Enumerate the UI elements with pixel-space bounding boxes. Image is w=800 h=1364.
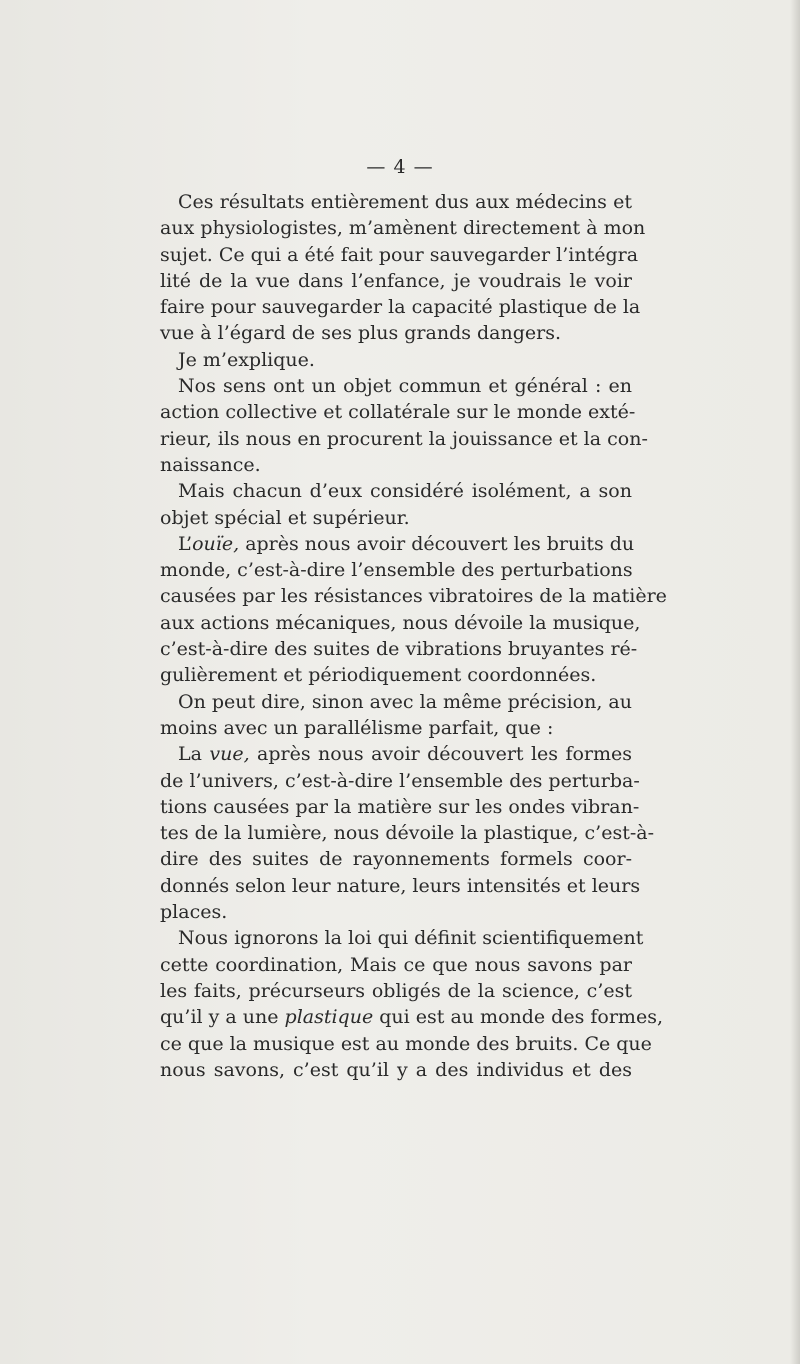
text-line [160,662,632,688]
italic-term: plastique [284,1006,374,1029]
text-fragment: sujet. Ce qui a été fait pour sauvegarder l’intégra [160,243,639,266]
text-line [160,268,632,294]
text-line [160,452,632,478]
text-line [160,636,638,662]
text-fragment: objet spécial et supérieur. [160,506,410,529]
text-fragment: Je m’explique. [178,348,315,371]
text-fragment: cette coordination, Mais ce que nous savons par [160,953,632,976]
text-fragment: après nous avoir découvert les bruits du [239,532,635,555]
text-line [160,189,632,215]
text-line [160,320,632,346]
page-edge-shadow [790,0,800,1364]
text-line [160,715,632,741]
text-fragment: La [178,743,210,766]
text-fragment: L’ [178,532,193,555]
italic-term: ouïe, [192,532,240,555]
text-fragment: On peut dire, sinon avec la même précision, au [178,690,632,713]
text-fragment: lité de la vue dans l’enfance, je voudrais le voir [160,269,632,292]
text-line [160,215,646,241]
text-fragment: action collective et collatérale sur le monde exté- [160,401,636,424]
text-fragment: rieur, ils nous en procurent la jouissance et la con- [160,427,648,450]
text-line [160,426,648,452]
text-line [160,925,644,951]
text-fragment: monde, c’est-à-dire l’ensemble des perturbations [160,559,633,582]
body-text [160,189,667,1083]
text-fragment: nous savons, c’est qu’il y a des individus et des [160,1058,632,1081]
text-fragment: les faits, précurseurs obligés de la science, c’est [160,979,632,1002]
text-fragment: tions causées par la matière sur les ondes vibran- [160,795,640,818]
text-fragment: aux physiologistes, m’amènent directement à mon [160,217,646,240]
text-fragment: naissance. [160,453,261,476]
text-fragment: c’est-à-dire des suites de vibrations bruyantes ré- [160,638,638,661]
text-line [160,478,632,504]
text-line [160,952,632,978]
text-line [160,294,641,320]
text-line [160,242,639,268]
text-line [160,347,632,373]
text-line [160,399,636,425]
text-fragment: de l’univers, c’est-à-dire l’ensemble des perturba- [160,769,640,792]
text-fragment: dire des suites de rayonnements formels coor- [160,848,632,871]
text-line [160,557,632,583]
text-fragment: Nous ignorons la loi qui définit scientifiquement [178,927,644,950]
text-line [160,373,632,399]
text-fragment: qui est au monde des formes, [373,1006,663,1029]
text-fragment: Ces résultats entièrement dus aux médecins et [178,191,632,213]
text-line [160,768,640,794]
text-line [160,1057,632,1083]
text-fragment: moins avec un parallélisme parfait, que : [160,716,554,739]
text-fragment: places. [160,901,228,924]
text-fragment: vue à l’égard de ses plus grands dangers. [160,322,562,345]
text-line [160,505,632,531]
page-number: — 4 — [366,156,434,178]
text-line [160,978,632,1004]
text-line [160,820,655,846]
text-fragment: Mais chacun d’eux considéré isolément, a son [178,480,632,503]
text-line [160,846,632,872]
text-fragment: Nos sens ont un objet commun et général : en [178,375,632,398]
text-fragment: tes de la lumière, nous dévoile la plastique, c’est-à- [160,822,655,845]
text-fragment: après nous avoir découvert les formes [249,743,633,766]
text-line [160,610,641,636]
text-line [160,1004,663,1030]
text-fragment: causées par les résistances vibratoires de la matière [160,585,667,608]
text-line [160,689,632,715]
text-fragment: donnés selon leur nature, leurs intensités et leurs [160,874,641,897]
text-fragment: ce que la musique est au monde des bruits. Ce que [160,1032,652,1055]
italic-term: vue, [209,743,250,766]
text-fragment: faire pour sauvegarder la capacité plastique de la [160,296,641,319]
text-fragment: qu’il y a une [160,1006,285,1029]
text-line [160,873,641,899]
text-fragment: aux actions mécaniques, nous dévoile la musique, [160,611,641,634]
text-fragment: gulièrement et périodiquement coordonnées. [160,664,597,687]
text-line [160,899,632,925]
text-line [160,531,635,557]
text-line [160,583,667,609]
text-line [160,741,632,767]
text-line [160,794,640,820]
text-line [160,1031,652,1057]
